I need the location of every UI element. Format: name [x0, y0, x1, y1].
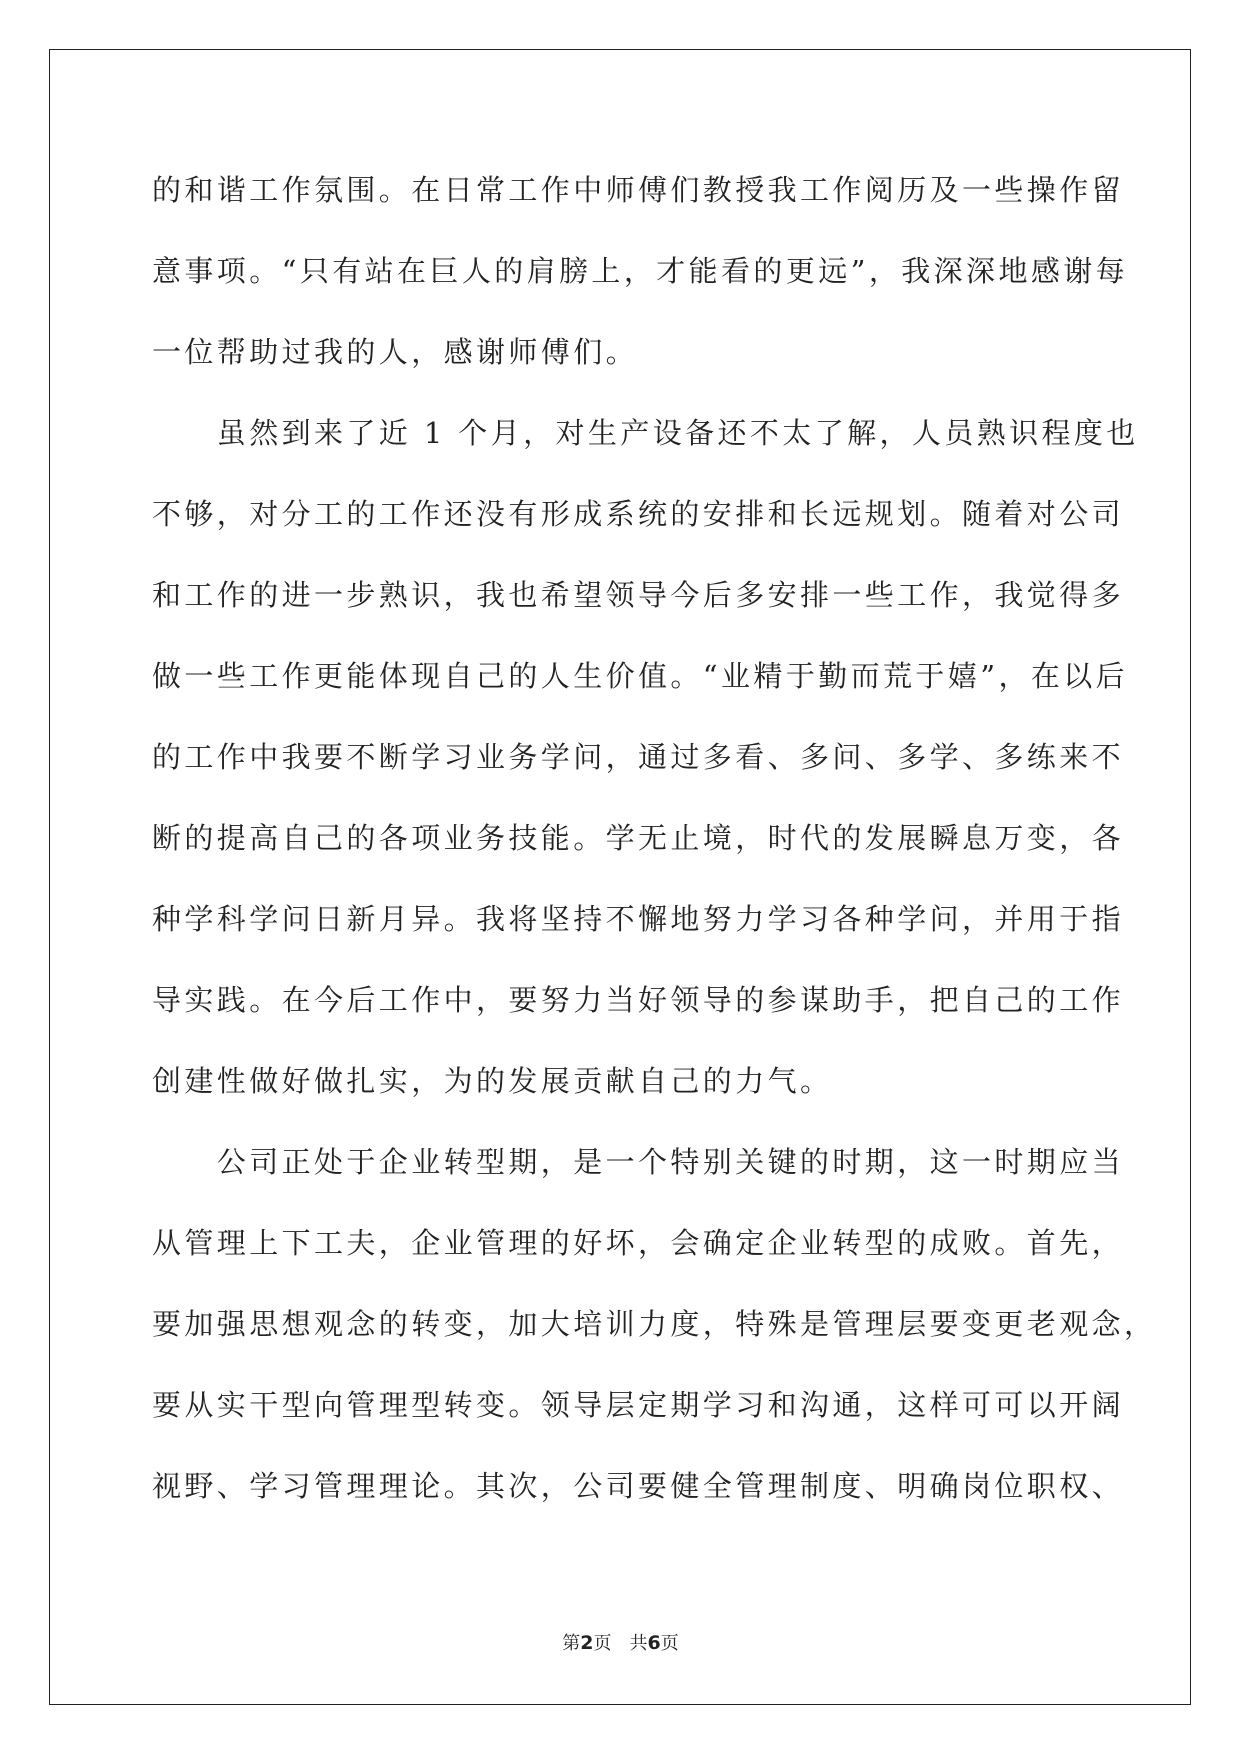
- page-suffix: 页: [660, 1633, 679, 1654]
- text-line: 种学科学问日新月异。我将坚持不懈地努力学习各种学问，并用于指: [152, 902, 1125, 936]
- text-line: 的和谐工作氛围。在日常工作中师傅们教授我工作阅历及一些操作留: [152, 173, 1125, 207]
- page-mid: 页 共: [593, 1633, 648, 1654]
- page-number-footer: [0, 1632, 1241, 1655]
- total-page-number: 6: [647, 1632, 661, 1654]
- text-line: 一位帮助过我的人，感谢师傅们。: [152, 335, 639, 369]
- text-line: 要加强思想观念的转变，加大培训力度，特殊是管理层要变更老观念，: [152, 1307, 1157, 1341]
- text-line: 做一些工作更能体现自己的人生价值。“业精于勤而荒于嬉”，在以后: [152, 659, 1129, 693]
- text-line: 断的提高自己的各项业务技能。学无止境，时代的发展瞬息万变，各: [152, 821, 1125, 855]
- text-line: 和工作的进一步熟识，我也希望领导今后多安排一些工作，我觉得多: [152, 578, 1125, 612]
- text-line: 要从实干型向管理型转变。领导层定期学习和沟通，这样可可以开阔: [152, 1388, 1125, 1422]
- paragraph-start-line: 虽然到来了近 1 个月，对生产设备还不太了解，人员熟识程度也: [152, 416, 1139, 450]
- text-line: 的工作中我要不断学习业务学问，通过多看、多问、多学、多练来不: [152, 740, 1125, 774]
- current-page-number: 2: [580, 1632, 594, 1654]
- text-line: 视野、学习管理理论。其次，公司要健全管理制度、明确岗位职权、: [152, 1469, 1125, 1503]
- text-line: 创建性做好做扎实，为的发展贡献自己的力气。: [152, 1064, 833, 1098]
- page-prefix: 第: [562, 1633, 581, 1654]
- text-line: 从管理上下工夫，企业管理的好坏，会确定企业转型的成败。首先，: [152, 1226, 1125, 1260]
- paragraph-start-line: 公司正处于企业转型期，是一个特别关键的时期，这一时期应当: [152, 1145, 1125, 1179]
- text-line: 意事项。“只有站在巨人的肩膀上，才能看的更远”，我深深地感谢每: [152, 254, 1129, 288]
- text-line: 导实践。在今后工作中，要努力当好领导的参谋助手，把自己的工作: [152, 983, 1125, 1017]
- text-line: 不够，对分工的工作还没有形成系统的安排和长远规划。随着对公司: [152, 497, 1125, 531]
- document-body: [152, 168, 1157, 1545]
